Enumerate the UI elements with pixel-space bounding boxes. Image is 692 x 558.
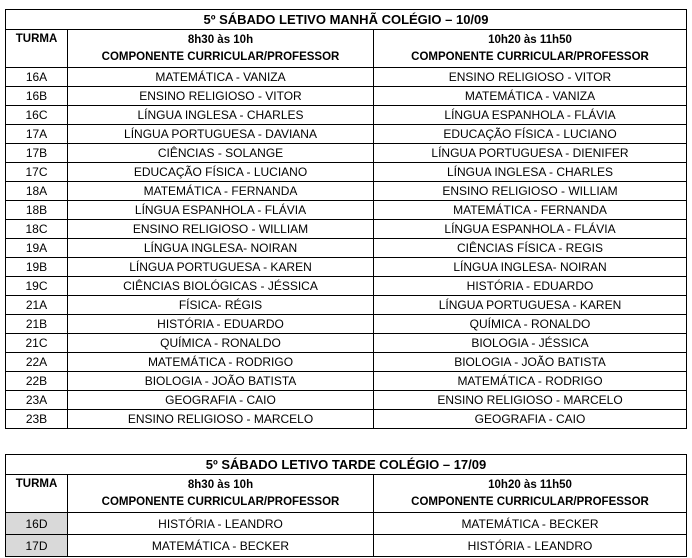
slot2-cell: LÍNGUA PORTUGUESA - DIENIFER (374, 144, 687, 163)
slot2-cell: LÍNGUA ESPANHOLA - FLÁVIA (374, 106, 687, 125)
slot1-time: 8h30 às 10h (187, 478, 254, 491)
slot2-time: 10h20 às 11h50 (488, 33, 572, 46)
slot1-column-header (68, 475, 374, 513)
slot1-cell: LÍNGUA ESPANHOLA - FLÁVIA (68, 201, 374, 220)
afternoon-schedule-table (5, 454, 687, 557)
slot1-cell: MATEMÁTICA - FERNANDA (68, 182, 374, 201)
turma-cell: 17C (6, 163, 68, 182)
slot2-cell: LÍNGUA PORTUGUESA - KAREN (374, 296, 687, 315)
slot1-cell: LÍNGUA INGLESA- NOIRAN (68, 239, 374, 258)
table-row (6, 391, 687, 410)
slot2-cell: HISTÓRIA - EDUARDO (374, 277, 687, 296)
slot1-cell: LÍNGUA PORTUGUESA - DAVIANA (68, 125, 374, 144)
slot2-cell: EDUCAÇÃO FÍSICA - LUCIANO (374, 125, 687, 144)
slot2-cell: LÍNGUA ESPANHOLA - FLÁVIA (374, 220, 687, 239)
slot1-cell: GEOGRAFIA - CAIO (68, 391, 374, 410)
turma-cell: 21B (6, 315, 68, 334)
slot1-cell: QUÍMICA - RONALDO (68, 334, 374, 353)
table-row (6, 68, 687, 87)
turma-cell: 19B (6, 258, 68, 277)
slot1-cell: BIOLOGIA - JOÃO BATISTA (68, 372, 374, 391)
turma-cell: 22B (6, 372, 68, 391)
slot1-cell: ENSINO RELIGIOSO - MARCELO (68, 410, 374, 429)
slot1-column-header (68, 30, 374, 68)
slot2-cell: ENSINO RELIGIOSO - VITOR (374, 68, 687, 87)
turma-cell: 21A (6, 296, 68, 315)
turma-cell: 19A (6, 239, 68, 258)
slot2-cell: BIOLOGIA - JOÃO BATISTA (374, 353, 687, 372)
turma-cell: 17B (6, 144, 68, 163)
slot1-cell: CIÊNCIAS - SOLANGE (68, 144, 374, 163)
turma-cell: 19C (6, 277, 68, 296)
slot2-cell: GEOGRAFIA - CAIO (374, 410, 687, 429)
table-row (6, 513, 687, 535)
table-row (6, 258, 687, 277)
afternoon-table-title: 5º SÁBADO LETIVO TARDE COLÉGIO – 17/09 (6, 455, 687, 475)
slot2-cell: HISTÓRIA - LEANDRO (374, 535, 687, 557)
table-row (6, 125, 687, 144)
turma-column-header: TURMA (6, 475, 68, 513)
table-row (6, 106, 687, 125)
slot1-label: COMPONENTE CURRICULAR/PROFESSOR (101, 495, 340, 508)
table-row (6, 410, 687, 429)
table-row (6, 535, 687, 557)
turma-cell: 18C (6, 220, 68, 239)
turma-cell: 18A (6, 182, 68, 201)
slot2-cell: MATEMÁTICA - VANIZA (374, 87, 687, 106)
slot2-cell: BIOLOGIA - JÉSSICA (374, 334, 687, 353)
slot1-cell: MATEMÁTICA - BECKER (68, 535, 374, 557)
table-row (6, 277, 687, 296)
turma-cell: 18B (6, 201, 68, 220)
turma-cell: 17A (6, 125, 68, 144)
slot2-label: COMPONENTE CURRICULAR/PROFESSOR (411, 50, 649, 63)
turma-cell: 23B (6, 410, 68, 429)
turma-cell: 16D (6, 513, 68, 535)
morning-table-body (6, 68, 687, 429)
afternoon-table-body (6, 513, 687, 557)
slot1-time: 8h30 às 10h (187, 33, 254, 46)
slot1-cell: HISTÓRIA - LEANDRO (68, 513, 374, 535)
slot1-cell: ENSINO RELIGIOSO - VITOR (68, 87, 374, 106)
slot2-cell: MATEMÁTICA - BECKER (374, 513, 687, 535)
slot2-cell: MATEMÁTICA - FERNANDA (374, 201, 687, 220)
morning-table-title: 5º SÁBADO LETIVO MANHÃ COLÉGIO – 10/09 (6, 10, 687, 30)
slot1-cell: CIÊNCIAS BIOLÓGICAS - JÉSSICA (68, 277, 374, 296)
table-row (6, 239, 687, 258)
table-row (6, 144, 687, 163)
morning-schedule-table (5, 9, 687, 429)
table-row (6, 372, 687, 391)
table-row (6, 220, 687, 239)
slot2-cell: ENSINO RELIGIOSO - MARCELO (374, 391, 687, 410)
slot1-cell: EDUCAÇÃO FÍSICA - LUCIANO (68, 163, 374, 182)
turma-column-header: TURMA (6, 30, 68, 68)
slot1-cell: MATEMÁTICA - VANIZA (68, 68, 374, 87)
slot2-cell: QUÍMICA - RONALDO (374, 315, 687, 334)
table-row (6, 163, 687, 182)
slot1-cell: LÍNGUA PORTUGUESA - KAREN (68, 258, 374, 277)
slot2-cell: CIÊNCIAS FÍSICA - REGIS (374, 239, 687, 258)
slot2-column-header (374, 30, 687, 68)
slot2-column-header (374, 475, 687, 513)
slot1-cell: HISTÓRIA - EDUARDO (68, 315, 374, 334)
table-row (6, 315, 687, 334)
slot2-cell: ENSINO RELIGIOSO - WILLIAM (374, 182, 687, 201)
slot2-cell: LÍNGUA INGLESA- NOIRAN (374, 258, 687, 277)
turma-cell: 16B (6, 87, 68, 106)
slot2-time: 10h20 às 11h50 (488, 478, 572, 491)
table-row (6, 182, 687, 201)
turma-cell: 16C (6, 106, 68, 125)
turma-cell: 17D (6, 535, 68, 557)
table-row (6, 87, 687, 106)
table-row (6, 334, 687, 353)
turma-cell: 16A (6, 68, 68, 87)
slot2-cell: LÍNGUA INGLESA - CHARLES (374, 163, 687, 182)
turma-cell: 22A (6, 353, 68, 372)
slot1-label: COMPONENTE CURRICULAR/PROFESSOR (101, 50, 340, 63)
table-row (6, 296, 687, 315)
slot2-cell: MATEMÁTICA - RODRIGO (374, 372, 687, 391)
turma-cell: 23A (6, 391, 68, 410)
slot1-cell: FÍSICA- RÉGIS (68, 296, 374, 315)
table-row (6, 201, 687, 220)
slot1-cell: ENSINO RELIGIOSO - WILLIAM (68, 220, 374, 239)
table-row (6, 353, 687, 372)
slot1-cell: MATEMÁTICA - RODRIGO (68, 353, 374, 372)
slot2-label: COMPONENTE CURRICULAR/PROFESSOR (411, 495, 649, 508)
turma-cell: 21C (6, 334, 68, 353)
slot1-cell: LÍNGUA INGLESA - CHARLES (68, 106, 374, 125)
